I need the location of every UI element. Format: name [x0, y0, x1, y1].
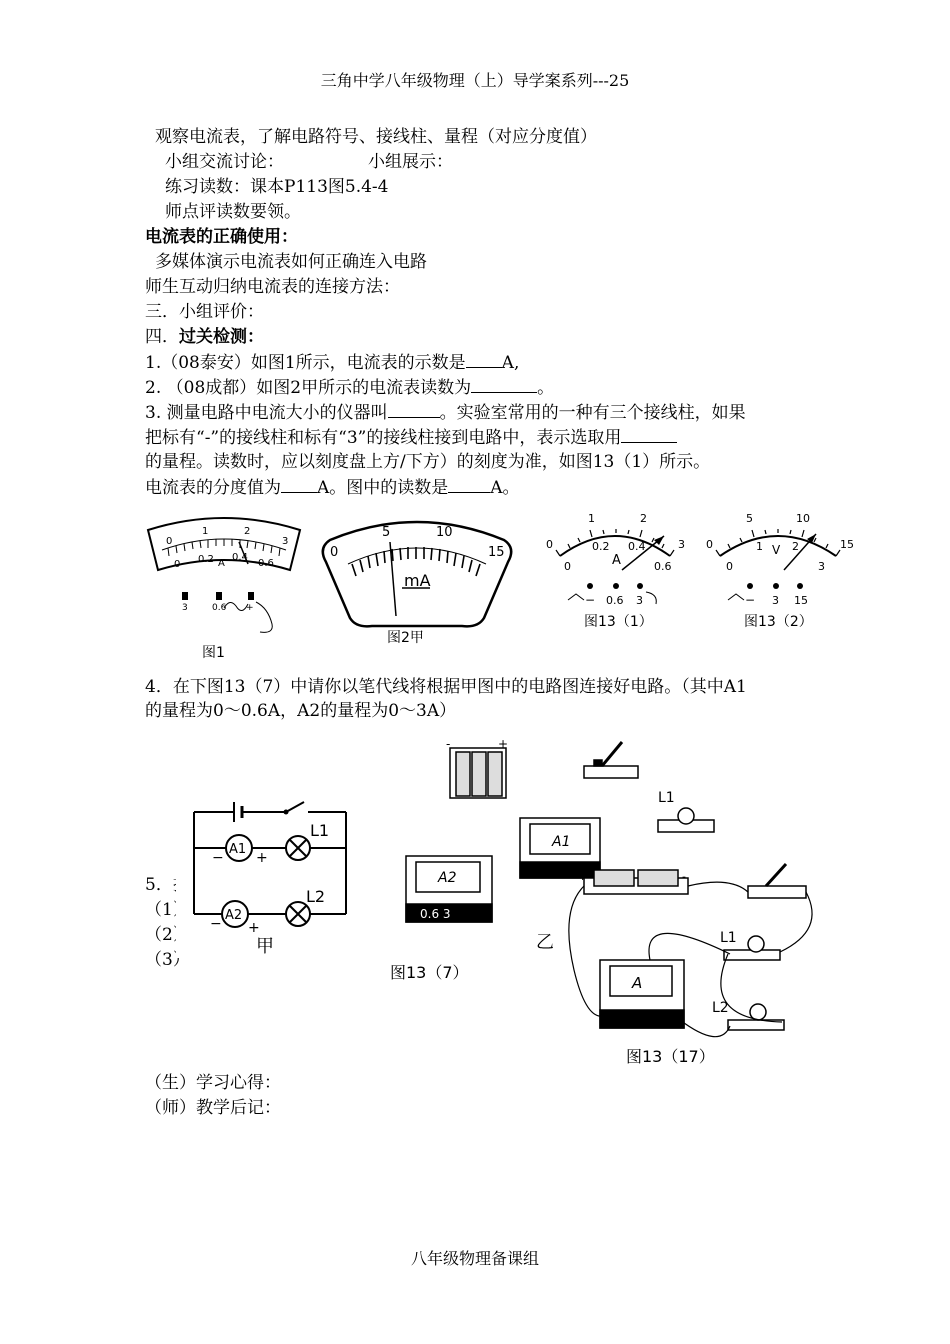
circuit-plus: + — [248, 920, 260, 936]
intro-line-3: 练习读数：课本P113图5.4-4 — [165, 177, 389, 197]
fig13-1-bottom-tick: 0 — [564, 560, 571, 573]
fig2-tick: 0 — [330, 545, 339, 560]
question-3-text: 。实验室常用的一种有三个接线柱，如果 — [439, 403, 746, 423]
fig1-top-tick: 2 — [244, 526, 251, 537]
battery-icon — [450, 748, 506, 798]
fig1-top-tick: 1 — [202, 526, 209, 537]
fig13-2-terminal: − — [745, 593, 756, 607]
section-ammeter-usage: 电流表的正确使用： — [145, 227, 298, 247]
answer-blank[interactable] — [281, 476, 317, 493]
fig13-2-unit: V — [772, 543, 781, 557]
question-1-unit: A, — [501, 353, 520, 373]
fig13-2-top-tick: 15 — [840, 538, 854, 551]
fig13-7-a2-label: A2 — [438, 870, 457, 886]
fig1-unit: A — [218, 558, 225, 569]
question-3-line-4 — [145, 476, 520, 499]
question-3-line-1 — [145, 401, 746, 424]
question-2 — [145, 376, 554, 399]
figure-13-17-apparatus — [530, 850, 830, 1070]
intro-line-1: 观察电流表，了解电路符号、接线柱、量程（对应分度值） — [155, 127, 597, 147]
circuit-l1-label: L1 — [310, 821, 330, 840]
fig13-1-bottom-tick: 0.2 — [592, 540, 610, 553]
circuit-label: 甲 — [256, 936, 274, 957]
fig13-2-bottom-tick: 2 — [792, 540, 799, 553]
section-4-number: 四． — [145, 327, 179, 347]
battery-icon — [584, 870, 688, 894]
question-5-item-3: （3） — [145, 950, 190, 970]
question-4-line-1: 4．在下图13（7）中请你以笔代线将根据甲图中的电路图连接好电路。（其中A1 — [145, 677, 747, 697]
ammeter-icon — [600, 960, 684, 1028]
question-3-text: 电流表的分度值为 — [145, 478, 281, 498]
question-2-text: 2. （08成都）如图2甲所示的电流表读数为 — [145, 378, 472, 398]
fig13-7-meter-terminals: 0.6 3 — [420, 907, 451, 921]
question-5-head: 5．推 — [145, 875, 190, 895]
fig13-2-top-tick: 10 — [796, 512, 810, 525]
figure-1-caption: 图1 — [202, 645, 225, 661]
fig13-2-bottom-tick: 3 — [818, 560, 825, 573]
answer-blank[interactable] — [388, 401, 440, 418]
circuit-a2-label: A2 — [225, 908, 243, 923]
fig13-1-bottom-tick: 0.6 — [654, 560, 672, 573]
circuit-plus: + — [256, 850, 268, 866]
circuit-minus: − — [212, 850, 224, 866]
fig13-2-bottom-tick: 0 — [726, 560, 733, 573]
circuit-diagram-jia — [176, 790, 352, 958]
question-3-text: 3. 测量电路中电流大小的仪器叫 — [145, 403, 388, 423]
fig13-2-terminal: 15 — [794, 594, 808, 607]
fig13-2-caption: 图13（2） — [744, 614, 813, 630]
figure-2-caption: 图2甲 — [387, 630, 424, 646]
svg-text:-: - — [446, 738, 451, 751]
circuit-a1-label: A1 — [229, 842, 247, 857]
fig13-1-terminal: 0.6 — [606, 594, 624, 607]
answer-blank[interactable] — [448, 476, 490, 493]
question-4-line-2: 的量程为0～0.6A，A2的量程为0～3A） — [145, 701, 457, 721]
question-5-item-2: （2） — [145, 925, 190, 945]
usage-line-2: 师生互动归纳电流表的连接方法： — [145, 277, 400, 297]
fig13-17-l2-label: L2 — [712, 1000, 729, 1016]
fig2-unit: mA — [404, 571, 431, 590]
question-5-item-1: （1） — [145, 900, 190, 920]
fig13-2-top-tick: 0 — [706, 538, 713, 551]
fig1-terminal: 3 — [182, 603, 188, 613]
intro-line-2 — [165, 151, 453, 173]
section-4-title: 过关检测： — [179, 327, 264, 347]
group-show: 小组展示： — [368, 152, 453, 172]
fig1-top-tick: 0 — [166, 536, 173, 547]
fig1-terminal: 0.6 — [212, 603, 227, 613]
section-4 — [145, 326, 264, 348]
fig13-2-bottom-tick: 1 — [756, 540, 763, 553]
figure-13-1-ammeter — [540, 508, 690, 632]
fig13-17-label: 乙 — [536, 932, 554, 953]
intro-line-4: 师点评读数要领。 — [165, 202, 301, 222]
answer-blank[interactable] — [471, 376, 537, 393]
circuit-l2-label: L2 — [306, 887, 326, 906]
fig1-bottom-tick: 0 — [174, 559, 181, 570]
fig1-terminal: + — [246, 603, 254, 613]
fig2-tick: 5 — [382, 525, 391, 540]
fig2-tick: 15 — [488, 545, 505, 560]
fig13-1-top-tick: 2 — [640, 512, 647, 525]
fig13-1-terminal: − — [585, 593, 596, 607]
fig13-1-terminal: 3 — [636, 594, 643, 607]
svg-text:-: - — [682, 870, 686, 883]
question-1-text: 1.（08泰安）如图1所示，电流表的示数是 — [145, 353, 466, 373]
figure-2-milliammeter — [312, 514, 522, 636]
switch-icon — [748, 864, 806, 898]
question-3-text: A。图中的读数是 — [317, 478, 449, 498]
fig13-17-l1-label: L1 — [720, 930, 737, 946]
fig13-2-top-tick: 5 — [746, 512, 753, 525]
svg-text:+: + — [578, 870, 588, 883]
switch-icon — [584, 742, 638, 778]
lamp-icon — [658, 808, 714, 832]
fig13-17-caption: 图13（17） — [626, 1047, 715, 1066]
group-discussion: 小组交流讨论： — [165, 152, 284, 172]
lamp-icon — [728, 1004, 784, 1030]
fig13-1-top-tick: 3 — [678, 538, 685, 551]
fig13-1-unit: A — [612, 553, 621, 568]
usage-line-1: 多媒体演示电流表如何正确连入电路 — [155, 252, 427, 272]
fig13-1-top-tick: 0 — [546, 538, 553, 551]
section-3: 三．小组评价： — [145, 302, 264, 322]
figure-13-2-voltmeter — [700, 508, 860, 632]
fig13-1-bottom-tick: 0.4 — [628, 540, 646, 553]
fig13-2-terminal: 3 — [772, 594, 779, 607]
fig13-1-top-tick: 1 — [588, 512, 595, 525]
fig1-bottom-tick: 0.2 — [198, 554, 214, 565]
fig13-7-a1-label: A1 — [552, 834, 571, 850]
fig13-17-meter-label: A — [632, 974, 643, 992]
fig1-bottom-tick: 0.6 — [258, 558, 274, 569]
fig13-1-caption: 图13（1） — [584, 614, 653, 630]
question-3-text: A。 — [490, 478, 520, 498]
fig1-top-tick: 3 — [282, 536, 289, 547]
svg-text:+: + — [498, 738, 509, 751]
question-2-end: 。 — [537, 378, 555, 398]
question-3-text: 把标有“-”的接线柱和标有“3”的接线柱接到电路中，表示选取用 — [145, 428, 622, 448]
question-3-line-3: 的量程。读数时，应以刻度盘上方/下方）的刻度为准，如图13（1）所示。 — [145, 452, 711, 472]
question-3-line-2 — [145, 426, 677, 449]
teacher-reflection: （师）教学后记： — [145, 1098, 281, 1118]
page-header: 三角中学八年级物理（上）导学案系列---25 — [320, 71, 630, 90]
figure-1-ammeter — [140, 512, 310, 642]
answer-blank[interactable] — [621, 426, 677, 443]
student-reflection: （生）学习心得： — [145, 1073, 281, 1093]
fig1-bottom-tick: 0.4 — [232, 552, 248, 563]
page-footer: 八年级物理备课组 — [410, 1249, 539, 1268]
circuit-minus: − — [210, 916, 222, 932]
fig13-7-caption: 图13（7） — [390, 963, 469, 982]
fig2-tick: 10 — [436, 525, 453, 540]
question-1 — [145, 351, 519, 374]
answer-blank[interactable] — [466, 351, 502, 368]
fig13-7-l1-label: L1 — [658, 790, 675, 806]
